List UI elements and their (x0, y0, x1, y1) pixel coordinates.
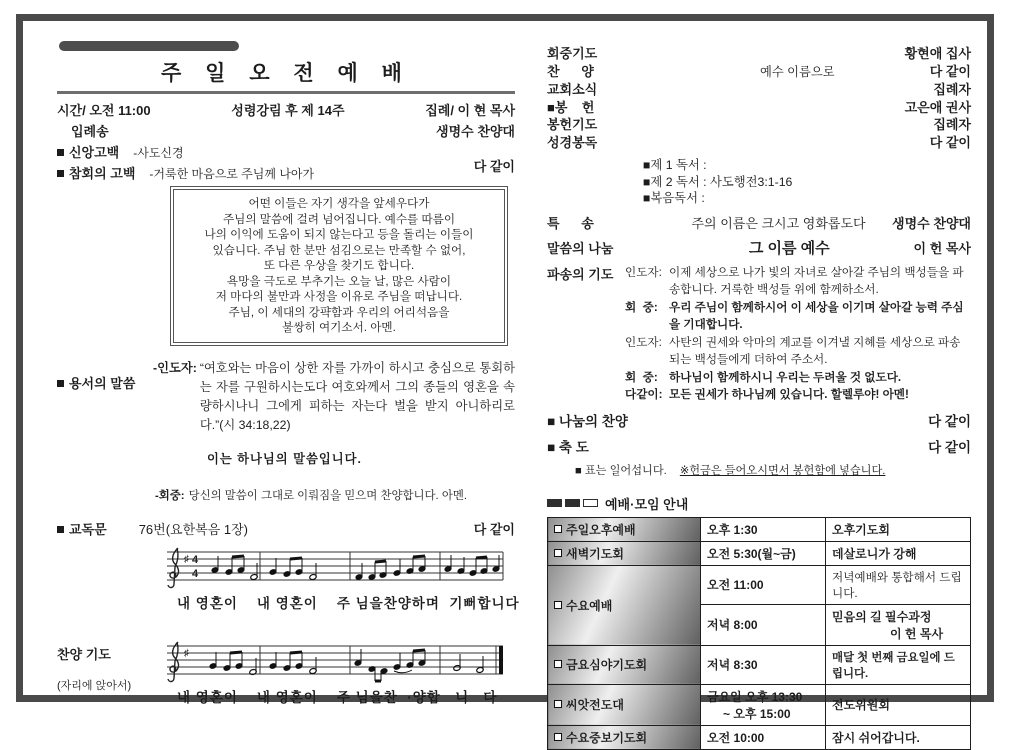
table-row: 수요예배 오전 11:00 저녁예배와 통합해서 드립니다. (548, 565, 971, 604)
schedule-name-cell: 새벽기도회 (548, 541, 701, 565)
praise-prayer-label: 찬양 기도 (57, 646, 111, 662)
wednesday-evening-desc: 믿음의 길 필수과정 이 헌 목사 (826, 604, 971, 645)
left-column (57, 31, 520, 705)
hymn-block-2 (57, 618, 515, 708)
leader-prefix: -인도자: (153, 360, 197, 375)
confession-line: 주님의 말씀에 걸려 넘어집니다. 예수를 따름이 (222, 212, 456, 226)
forgiveness-label: 용서의 말씀 (57, 359, 153, 435)
response-prefix: -회중: (155, 489, 185, 502)
sermon-row: 말씀의 나눔 그 이름 예수 이 헌 목사 (547, 240, 971, 257)
sending-line: 인도자: 이제 세상으로 나가 빛의 자녀로 살아갈 주님의 백성들을 파송합니다. 거룩한 백성들 위에 함께하소서. (625, 265, 964, 296)
page-title: 주 일 오 전 예 배 (161, 62, 411, 85)
schedule-name-cell: 씨앗전도대 (548, 684, 701, 725)
reading-1: ■제 1 독서 : (643, 158, 707, 172)
hymn-lyrics-1: 내 영혼이 내 영혼이 주 님을찬양하며 기뻐합니다 (177, 595, 520, 611)
table-row: 수요중보기도회 오전 10:00 잠시 쉬어갑니다. (548, 725, 971, 749)
forgiveness-quote-text: “여호와는 마음이 상한 자를 가까이 하시고 충심으로 통회하는 자를 구원하시는도다 여호와께서 그의 종들의 영혼을 속량하시나니 그에게 피하는 자는다 벌을 받지 아니하리로다.”(시 34:18,22) (199, 360, 515, 432)
schedule-name-cell: 수요중보기도회 (548, 725, 701, 749)
order-row-scripture: 성경봉독 다 같이 (547, 134, 971, 150)
table-row: 주일오후예배 오후 1:30 오후기도회 (548, 517, 971, 541)
right-column (547, 31, 971, 745)
square-icon (554, 700, 562, 708)
preacher-name: 이 헌 목사 (913, 241, 971, 256)
treble-clef-icon (168, 642, 179, 682)
schedule-heading (547, 494, 971, 513)
filled-bar-icon (565, 499, 580, 507)
schedule-heading-text: 예배·모임 안내 (605, 496, 689, 512)
notes-measure-4 (453, 654, 484, 673)
service-time: 시간/ 오전 11:00 (57, 103, 151, 118)
entrance-song-label: 입례송 (71, 124, 109, 139)
confession-line: 저 마다의 불만과 사정을 이유로 주님을 떠납니다. (215, 290, 463, 303)
schedule-name-cell: 금요심야기도회 (548, 645, 701, 684)
sending-line: 다같이: 모든 권세가 하나님께 있습니다. 할렐루야! 아멘! (625, 388, 909, 401)
service-info-row (57, 100, 515, 119)
scripture-readings (643, 157, 971, 207)
title-rule (57, 91, 515, 94)
notes-measure-2 (269, 652, 317, 674)
stand-note: ■ 표는 일어섭니다. (575, 464, 667, 477)
all-together-note: 다 같이 (473, 159, 515, 174)
response-text: 당신의 말씀이 그대로 이뤄짐을 믿으며 찬양합니다. 아멘. (188, 489, 467, 502)
final-barline (499, 646, 503, 674)
sending-line: 회 중: 우리 주님이 함께하시어 이 세상을 이기며 살아갈 능력 주심을 기대합니다. (625, 300, 964, 331)
order-row-church-news: 교회소식 집례자 (547, 82, 971, 97)
entrance-song-row (71, 121, 515, 140)
responsive-reading-number: 76번(요한복음 1장) (138, 521, 248, 537)
responsive-reading-row (57, 519, 515, 538)
sending-line: 인도자: 사탄의 권세와 악마의 계교를 이겨낼 지혜를 세상으로 파송되는 백성들에게 더하여 주소서. (625, 335, 961, 366)
creed-sub: -사도신경 (133, 146, 184, 160)
decorative-bar (59, 41, 239, 51)
music-notation-icon (165, 640, 505, 686)
bulletin-page-frame (16, 14, 994, 745)
outlined-bar-icon (583, 499, 598, 507)
benediction-row: ■ 축 도 다 같이 (547, 439, 971, 455)
sermon-title: 그 이름 예수 (748, 240, 830, 257)
congregation-response (155, 487, 515, 503)
special-song-row: 특 송 주의 이름은 크시고 영화롭도다 생명수 찬양대 (547, 215, 971, 231)
bullet-icon (57, 380, 64, 387)
liturgical-season: 성령강림 후 제 14주 (231, 103, 345, 118)
schedule-name-cell: 주일오후예배 (548, 517, 701, 541)
svg-text:4: 4 (192, 567, 199, 580)
notes-measure-1 (211, 556, 258, 580)
notes-measure-1 (209, 652, 257, 675)
hymn-gutter (57, 546, 165, 614)
filled-bar-icon (547, 499, 562, 507)
notes-measure-3 (354, 649, 426, 681)
order-row-offering-prayer: 봉헌기도 집례자 (547, 117, 971, 132)
creed-label: 신앙고백 (69, 145, 120, 160)
word-closing: 이는 하나님의 말씀입니다. (207, 451, 362, 466)
officiant: 집례/ 이 현 목사 (425, 103, 515, 118)
order-row-congregation-prayer: 회중기도 황현애 집사 (547, 46, 971, 61)
confession-line: 있습니다. 주님 한 분만 섬김으로는 만족할 수 없어, (212, 243, 466, 257)
forgiveness-section (57, 359, 515, 435)
schedule-name-cell: 수요예배 (548, 565, 701, 645)
sending-prayer-label: 파송의 기도 (547, 266, 614, 282)
table-row: 새벽기도회 오전 5:30(월~금) 데살로니가 강해 (548, 541, 971, 565)
seed-evangelism-time: 금요일 오후 13:30 ~ 오후 15:00 (701, 684, 826, 725)
bullet-icon (57, 149, 64, 156)
hymn-labels (57, 618, 165, 708)
music-notation-icon (165, 546, 505, 592)
table-row: 씨앗전도대 금요일 오후 13:30 ~ 오후 15:00 전도위원회 (548, 684, 971, 725)
hymn-lyrics-2: 내 영혼이 내 영혼이 주 님을찬 ·양합 니 다 (177, 689, 498, 705)
notes-measure-2 (269, 558, 317, 580)
order-row-offering: ■봉 헌 고은애 권사 (547, 99, 971, 115)
responsive-reading-label: 교독문 (69, 521, 107, 537)
sharp-icon: ♯ (184, 647, 189, 659)
bullet-icon (57, 170, 64, 177)
table-row: 저녁 8:00 믿음의 길 필수과정 이 헌 목사 (548, 604, 971, 645)
confession-line: 불쌍히 여기소서. 아멘. (282, 321, 396, 334)
responsive-reading-who: 다 같이 (473, 521, 515, 537)
sending-prayer-section (547, 264, 971, 404)
square-icon (554, 733, 562, 741)
sharing-praise-row: ■ 나눔의 찬양 다 같이 (547, 413, 971, 429)
bulletin-content (23, 21, 987, 745)
tie (394, 670, 412, 673)
penitence-label: 참회의 고백 (69, 166, 136, 181)
seated-note: (자리에 앉아서) (57, 679, 132, 692)
confession-line: 어떤 이들은 자기 생각을 앞세우다가 (248, 197, 430, 210)
confession-line: 또 다른 우상을 찾기도 합니다. (263, 259, 415, 272)
footnotes (575, 462, 971, 478)
penitence-sub: -거룩한 마음으로 주님께 나아가 (149, 167, 315, 181)
reading-3: ■복음독서 : (643, 191, 705, 205)
confession-line: 주님, 이 세대의 강퍅함과 우리의 어리석음을 (228, 305, 450, 319)
forgiveness-quote (153, 359, 515, 435)
order-row-praise: 찬 양 예수 이름으로 다 같이 (547, 63, 971, 79)
svg-text:4: 4 (192, 553, 199, 566)
square-icon (554, 601, 562, 609)
square-icon (554, 660, 562, 668)
offering-note: ※헌금은 들어오시면서 봉헌함에 넣습니다. (679, 464, 886, 477)
confession-line: 나의 이익에 도움이 되지 않는다고 등을 돌리는 이들이 (204, 228, 474, 241)
treble-clef-icon (168, 548, 179, 588)
confession-line: 욕망을 극도로 부추기는 오늘 날, 많은 사람이 (226, 274, 452, 288)
reading-2: ■제 2 독서 : 사도행전3:1-16 (643, 174, 793, 189)
confession-text-box (173, 189, 505, 343)
hymn-block-1 (57, 546, 520, 614)
sending-line: 회 중: 하나님이 함께하시니 우리는 두려울 것 없도다. (625, 370, 902, 384)
notes-measure-3 (355, 556, 426, 580)
table-row: 금요심야기도회 저녁 8:30 매달 첫 번째 금요일에 드립니다. (548, 645, 971, 684)
square-icon (554, 549, 562, 557)
square-icon (554, 525, 562, 533)
entrance-song-choir: 생명수 찬양대 (436, 124, 515, 139)
sharp-icon: ♯ (184, 553, 189, 565)
music-staff-2 (165, 618, 515, 708)
music-staff-1 (165, 546, 520, 614)
schedule-table (547, 517, 971, 750)
bullet-icon (57, 526, 64, 533)
